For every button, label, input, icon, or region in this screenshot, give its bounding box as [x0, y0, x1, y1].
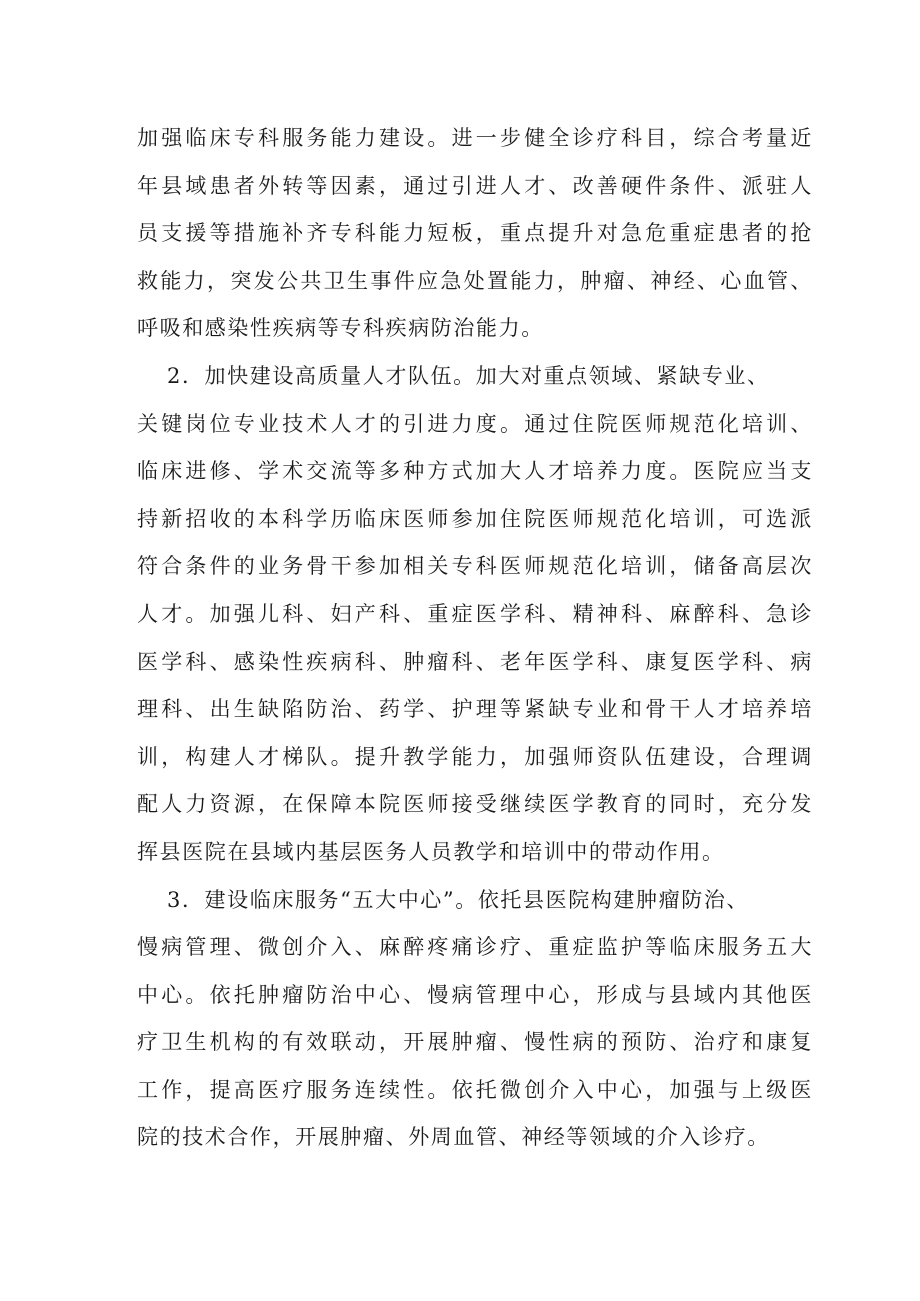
text-line-last: 挥县医院在县域内基层医务人员教学和培训中的带动作用。 — [137, 839, 725, 864]
paragraph-clinical-specialty — [137, 115, 813, 353]
text-line: 加强临床专科服务能力建设。进一步健全诊疗科目，综合考量近 — [137, 126, 813, 150]
text-line: 中心。依托肿瘤防治中心、慢病管理中心，形成与县域内其他医 — [137, 982, 813, 1007]
paragraph-talent-team — [137, 353, 813, 877]
text-line: 符合条件的业务骨干参加相关专科医师规范化培训，储备高层次 — [137, 554, 813, 579]
body-text — [137, 115, 813, 1162]
text-line: 员支援等措施补齐专科能力短板，重点提升对急危重症患者的抢 — [137, 221, 813, 246]
text-line-first: 2．加快建设高质量人才队伍。加大对重点领域、紧缺专业、 — [167, 363, 770, 388]
text-line: 理科、出生缺陷防治、药学、护理等紧缺专业和骨干人才培养培 — [137, 697, 813, 722]
text-line: 疗卫生机构的有效联动，开展肿瘤、慢性病的预防、治疗和康复 — [137, 1030, 813, 1055]
text-line: 配人力资源，在保障本院医师接受继续医学教育的同时，充分发 — [137, 792, 813, 817]
text-line-last: 院的技术合作，开展肿瘤、外周血管、神经等领域的介入诊疗。 — [137, 1125, 770, 1150]
paragraph-five-centers — [137, 877, 813, 1163]
text-line: 关键岗位专业技术人才的引进力度。通过住院医师规范化培训、 — [137, 411, 813, 436]
text-line: 慢病管理、微创介入、麻醉疼痛诊疗、重症监护等临床服务五大 — [137, 935, 813, 960]
text-line: 年县域患者外转等因素，通过引进人才、改善硬件条件、派驻人 — [137, 173, 813, 198]
text-line: 训，构建人才梯队。提升教学能力，加强师资队伍建设，合理调 — [137, 744, 813, 769]
text-line: 医学科、感染性疾病科、肿瘤科、老年医学科、康复医学科、病 — [137, 649, 813, 674]
text-line: 持新招收的本科学历临床医师参加住院医师规范化培训，可选派 — [137, 506, 813, 531]
text-line-last: 呼吸和感染性疾病等专科疾病防治能力。 — [137, 316, 544, 341]
text-line: 工作，提高医疗服务连续性。依托微创介入中心，加强与上级医 — [137, 1077, 813, 1102]
text-line: 临床进修、学术交流等多种方式加大人才培养力度。医院应当支 — [137, 459, 813, 484]
text-line: 救能力，突发公共卫生事件应急处置能力，肿瘤、神经、心血管、 — [137, 268, 813, 293]
text-line: 人才。加强儿科、妇产科、重症医学科、精神科、麻醉科、急诊 — [137, 601, 813, 626]
text-line-first: 3．建设临床服务“五大中心”。依托县医院构建肿瘤防治、 — [167, 887, 750, 912]
